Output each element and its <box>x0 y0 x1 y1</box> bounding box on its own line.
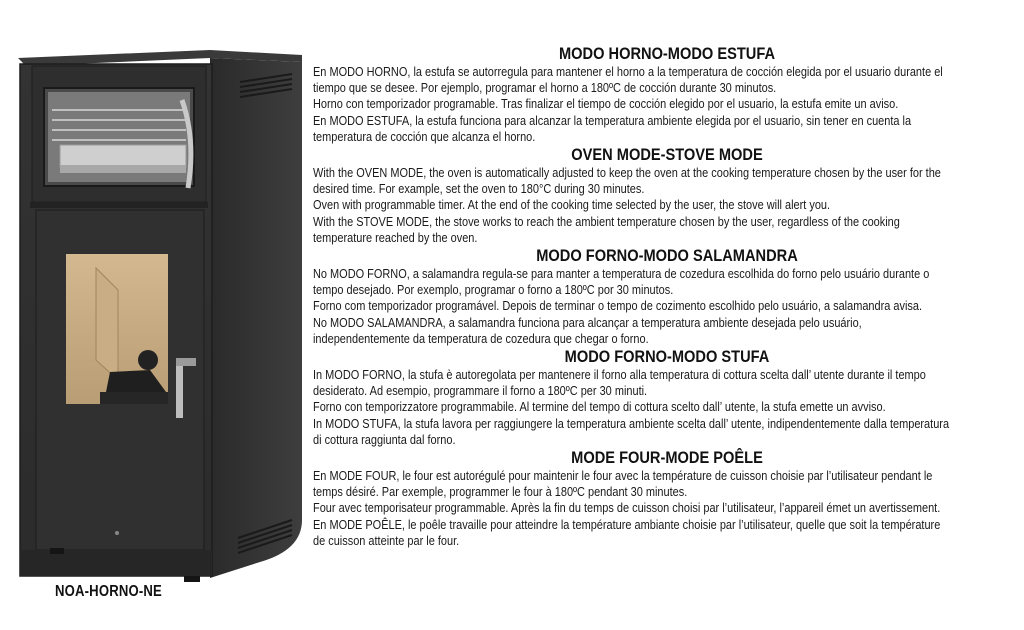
paragraph-line: With the OVEN MODE, the oven is automatically adjusted to keep the oven at the cooking temperature chosen by the user for the <box>313 166 941 181</box>
paragraph-line: di cottura raggiunta dal forno. <box>313 432 456 447</box>
section-title: MODO HORNO-MODO ESTUFA <box>558 44 776 63</box>
paragraph-line: Forno con temporizzatore programmabile. Al termine del tempo di cottura scelto dall’ utente, la stufa emette un avviso. <box>313 400 886 415</box>
product-code: NOA-HORNO-NE <box>55 583 162 600</box>
paragraph-line: No MODO SALAMANDRA, a salamandra funciona para alcançar a temperatura ambiente desejada pelo usuário, <box>313 315 862 330</box>
paragraph-line: independentemente da temperatura de cozedura que chegar o forno. <box>313 331 649 346</box>
paragraph-line: temperatura de cocción que alcanza el horno. <box>313 129 536 144</box>
paragraph-line: In MODO FORNO, la stufa è autoregolata per mantenere il forno alla temperatura di cottura scelta dall’ utente durante il tempo <box>313 368 926 383</box>
paragraph-line: temps désiré. Par exemple, programmer le four à 180ºC pendant 30 minutes. <box>313 485 688 500</box>
paragraph-line: de cuisson atteinte par le four. <box>313 533 460 548</box>
paragraph-line: tempo desejado. Por exemplo, programar o forno a 180ºC por 30 minutos. <box>313 283 674 298</box>
paragraph-line: Four avec temporisateur programmable. Après la fin du temps de cuisson choisi par l’utilisateur, l’appareil émet un avertissement. <box>313 501 941 516</box>
paragraph-line: With the STOVE MODE, the stove works to reach the ambient temperature chosen by the user, regardless of the cooking <box>313 214 900 229</box>
paragraph-line: desired time. For example, set the oven to 180°C during 30 minutes. <box>313 182 645 197</box>
description-column <box>313 44 1021 549</box>
section-title: MODE FOUR-MODE POÊLE <box>571 448 763 468</box>
paragraph-line: temperature reached by the oven. <box>313 230 478 245</box>
paragraph-line: Horno con temporizador programable. Tras finalizar el tiempo de cocción elegido por el usuario, la estufa emite un aviso. <box>313 97 899 112</box>
section-it <box>313 347 1021 448</box>
section-title: MODO FORNO-MODO STUFA <box>564 347 770 367</box>
paragraph-line: In MODO STUFA, la stufa lavora per raggiungere la temperatura ambiente scelta dall’ utente, indipendentemente dalla temperatura <box>313 416 950 431</box>
section-title: OVEN MODE-STOVE MODE <box>571 145 763 165</box>
paragraph-line: En MODE POÊLE, le poêle travaille pour atteindre la température ambiante choisie par l’utilisateur, quelle que soit la température <box>313 517 941 532</box>
paragraph-line: En MODE FOUR, le four est autorégulé pour maintenir le four avec la température de cuisson choisie par l’utilisateur pendant le <box>313 469 933 484</box>
section-en <box>313 145 1021 246</box>
paragraph-line: tiempo que se desee. Por ejemplo, programar el horno a 180ºC de cocción durante 30 minutos. <box>313 81 777 96</box>
section-es <box>313 44 1021 145</box>
paragraph-line: En MODO ESTUFA, la estufa funciona para alcanzar la temperatura ambiente elegida por el usuario, sin tener en cuenta la <box>313 113 912 128</box>
paragraph-line: No MODO FORNO, a salamandra regula-se para manter a temperatura de cozedura escolhida do forno pelo usuário durante o <box>313 267 930 282</box>
paragraph-line: Oven with programmable timer. At the end of the cooking time selected by the user, the stove will alert you. <box>313 198 831 213</box>
section-title: MODO FORNO-MODO SALAMANDRA <box>536 246 798 266</box>
paragraph-line: desiderato. Ad esempio, programmare il forno a 180ºC per 30 minuti. <box>313 384 648 399</box>
section-pt <box>313 246 1021 347</box>
paragraph-line: Forno com temporizador programável. Depois de terminar o tempo de cozimento escolhido pelo usuário, a salamandra avisa. <box>313 299 923 314</box>
paragraph-line: En MODO HORNO, la estufa se autorregula para mantener el horno a la temperatura de cocción elegida por el usuario durante el <box>313 65 943 79</box>
product-image <box>0 0 310 630</box>
section-fr <box>313 448 1021 549</box>
stove-with-oven-icon <box>0 0 310 630</box>
